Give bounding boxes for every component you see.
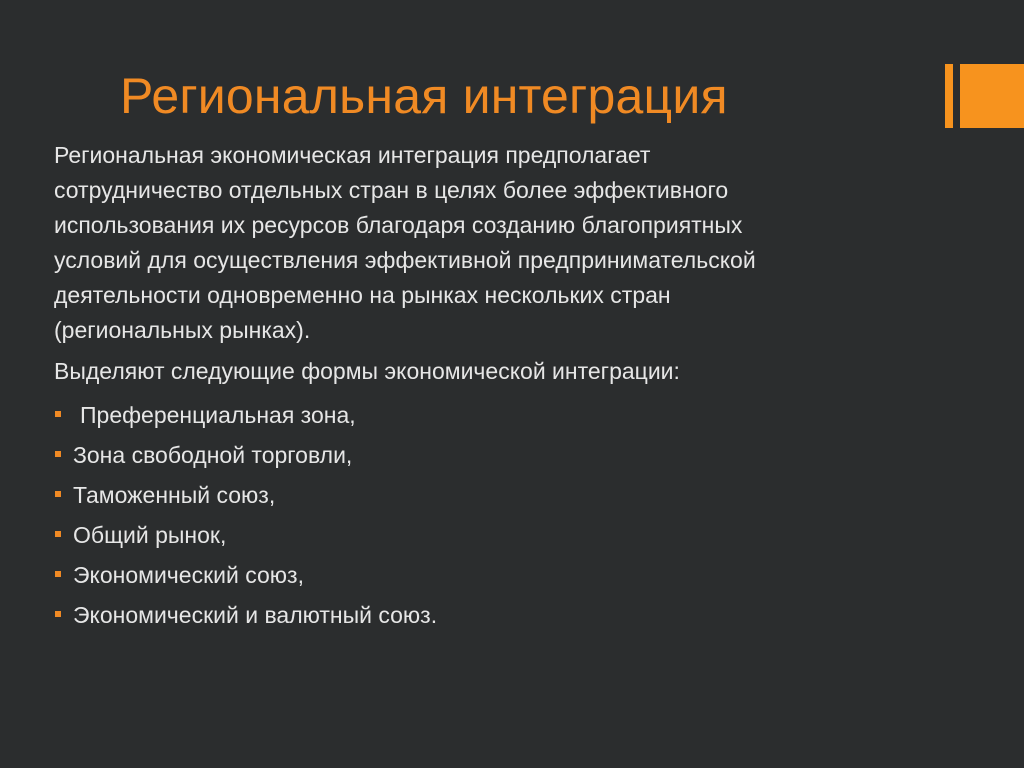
bullet-square-icon — [55, 491, 61, 497]
paragraph-line: деятельности одновременно на рынках нескольких стран — [54, 282, 671, 308]
bullet-square-icon — [55, 451, 61, 457]
bullet-square-icon — [55, 531, 61, 537]
paragraph-line: Региональная экономическая интеграция предполагает — [54, 142, 651, 168]
paragraph-line: условий для осуществления эффективной предпринимательской — [54, 247, 756, 273]
integration-forms-list — [54, 395, 954, 635]
paragraph-line: сотрудничество отдельных стран в целях более эффективного — [54, 177, 729, 203]
bullet-square-icon — [55, 411, 61, 417]
bullet-square-icon — [55, 611, 61, 617]
slide-title: Региональная интеграция — [120, 68, 728, 124]
paragraph-line: (региональных рынках). — [54, 317, 311, 343]
list-item-text: Преференциальная зона, — [80, 402, 356, 428]
accent-bar-thin — [945, 64, 953, 128]
paragraph-line: использования их ресурсов благодаря созданию благоприятных — [54, 212, 743, 238]
slide-body — [54, 138, 954, 635]
list-item-text: Зона свободной торговли, — [73, 442, 353, 468]
bullet-square-icon — [55, 571, 61, 577]
intro-paragraph — [54, 138, 954, 348]
list-item-text: Экономический и валютный союз. — [73, 602, 438, 628]
list-item — [54, 555, 954, 595]
list-item — [54, 595, 954, 635]
list-item-text: Экономический союз, — [73, 562, 304, 588]
lead-text: Выделяют следующие формы экономической интеграции: — [54, 358, 680, 384]
list-item — [54, 435, 954, 475]
list-item — [54, 475, 954, 515]
list-item-text: Таможенный союз, — [73, 482, 276, 508]
list-item-text: Общий рынок, — [73, 522, 227, 548]
list-item — [54, 515, 954, 555]
list-item — [54, 395, 954, 435]
accent-bar-thick — [960, 64, 1024, 128]
